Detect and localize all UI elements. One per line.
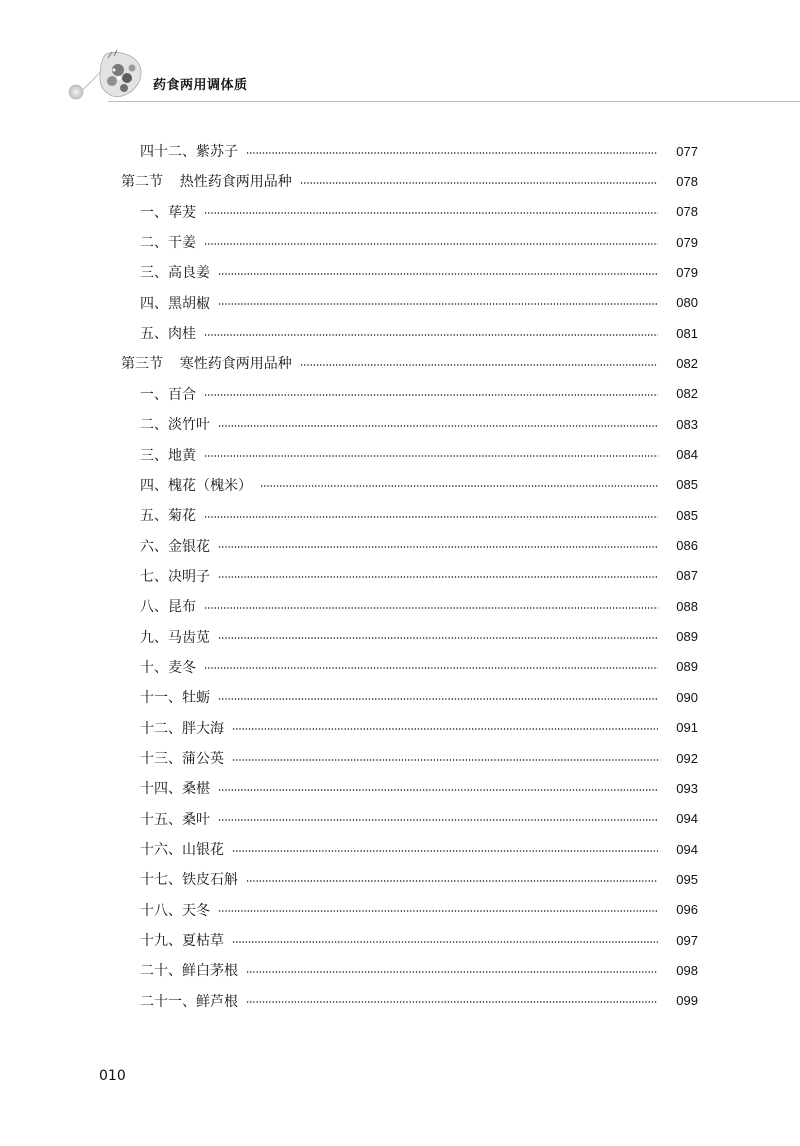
toc-item-label: 五、菊花 [140, 508, 196, 525]
bottle-with-flowers-icon [62, 48, 148, 104]
toc-page-number: 084 [676, 447, 698, 462]
toc-item-row [140, 895, 698, 925]
toc-item-label: 十六、山银花 [140, 842, 224, 859]
toc-page-number: 082 [676, 386, 698, 402]
toc-section-row [121, 166, 698, 196]
dot-leader [218, 303, 658, 305]
toc-page-number: 096 [676, 902, 698, 918]
dot-leader [232, 850, 658, 852]
toc-item-row [140, 561, 698, 591]
toc-section-title [121, 171, 292, 191]
toc-item-label: 十二、胖大海 [140, 720, 224, 737]
dot-leader [232, 728, 658, 730]
header-rule [108, 101, 800, 102]
toc-page-number: 079 [676, 234, 698, 250]
dot-leader [218, 425, 658, 427]
toc-item-label: 八、昆布 [140, 599, 196, 616]
toc-page-number: 093 [676, 780, 698, 796]
toc-item-row [140, 440, 698, 470]
toc-item-label: 十一、牡蛎 [140, 690, 210, 707]
dot-leader [204, 334, 658, 336]
toc-page-number: 099 [676, 993, 698, 1009]
toc-page-number: 080 [676, 295, 698, 311]
toc-item-label: 二十一、鲜芦根 [140, 993, 238, 1010]
toc-item-row [140, 197, 698, 227]
dot-leader [232, 941, 658, 943]
toc-item-label: 十、麦冬 [140, 659, 196, 676]
toc-item-row [140, 864, 698, 894]
dot-leader [204, 394, 658, 396]
toc-item-row [140, 622, 698, 652]
toc-page-number: 088 [676, 598, 698, 614]
dot-leader [300, 364, 658, 366]
toc-page-number: 098 [676, 962, 698, 978]
toc-section-name: 寒性药食两用品种 [179, 356, 292, 373]
dot-leader [204, 516, 658, 518]
dot-leader [218, 910, 658, 912]
toc-item-label: 十三、蒲公英 [140, 751, 224, 767]
toc-page-number: 094 [676, 811, 698, 827]
toc-page-number: 092 [676, 750, 698, 766]
toc-page-number: 081 [676, 325, 698, 341]
toc-item-label: 六、金银花 [140, 538, 210, 555]
toc-section-title [121, 353, 292, 373]
dot-leader [260, 485, 658, 487]
dot-leader [204, 607, 658, 609]
dot-leader [218, 698, 658, 700]
toc-item-row [140, 227, 698, 257]
toc-page-number: 085 [676, 477, 698, 493]
toc-item-row [140, 925, 698, 955]
toc-item-row [140, 257, 698, 287]
toc-item-row [140, 318, 698, 348]
toc-item-row [140, 986, 698, 1016]
toc-item-row [140, 773, 698, 803]
toc-item-row [140, 682, 698, 712]
dot-leader [204, 212, 658, 214]
dot-leader [204, 455, 658, 457]
toc-section-number: 第三节 [121, 356, 163, 373]
toc-page-number: 086 [676, 538, 698, 554]
toc-item-row [140, 470, 698, 500]
toc-item-row [140, 409, 698, 439]
toc-item-label: 十九、夏枯草 [140, 933, 224, 950]
toc-item-label: 七、决明子 [140, 568, 210, 585]
toc-page-number: 091 [676, 720, 698, 736]
toc-page-number: 089 [676, 629, 698, 645]
toc-item-row [140, 591, 698, 621]
toc-item-label: 十八、天冬 [140, 902, 210, 919]
toc-page-number: 089 [676, 659, 698, 675]
toc-page-number: 097 [676, 932, 698, 948]
toc-page-number: 085 [676, 507, 698, 523]
toc-item-label: 二、干姜 [140, 235, 196, 252]
toc-item-row [140, 652, 698, 682]
dot-leader [204, 667, 658, 669]
toc-item-row [140, 834, 698, 864]
toc-item-label: 四十二、紫苏子 [140, 144, 238, 160]
dot-leader [246, 152, 658, 154]
toc-item-row [140, 288, 698, 318]
toc-item-label: 一、荜茇 [140, 204, 196, 221]
toc-item-label: 九、马齿苋 [140, 629, 210, 646]
toc-item-row [140, 804, 698, 834]
toc-item-row [140, 136, 698, 166]
toc-section-row [121, 348, 698, 378]
toc-page-number: 094 [676, 841, 698, 857]
toc-item-label: 十七、铁皮石斛 [140, 872, 238, 889]
dot-leader [218, 273, 658, 275]
toc-item-row [140, 713, 698, 743]
header-title: 药食两用调体质 [153, 78, 248, 93]
toc-page-number: 082 [676, 355, 698, 371]
dot-leader [300, 182, 658, 184]
toc-section-name: 热性药食两用品种 [179, 174, 292, 191]
toc-item-label: 四、槐花（槐米） [140, 477, 252, 494]
dot-leader [218, 546, 658, 548]
dot-leader [246, 880, 658, 882]
toc-item-row [140, 379, 698, 409]
toc-item-row [140, 500, 698, 530]
toc-section-number: 第二节 [121, 174, 163, 191]
toc-item-row [140, 531, 698, 561]
toc-page-number: 077 [676, 143, 698, 159]
dot-leader [218, 819, 658, 821]
running-header [0, 0, 800, 110]
page-number: 010 [99, 1068, 126, 1084]
toc-item-label: 十五、桑叶 [140, 811, 210, 828]
toc-item-label: 十四、桑椹 [140, 781, 210, 798]
toc-item-label: 二、淡竹叶 [140, 417, 210, 434]
toc-item-label: 一、百合 [140, 386, 196, 403]
toc-page-number: 095 [676, 871, 698, 887]
toc-page-number: 083 [676, 416, 698, 432]
toc-item-label: 三、地黄 [140, 447, 196, 464]
toc-item-row [140, 955, 698, 985]
toc-item-label: 四、黑胡椒 [140, 295, 210, 312]
dot-leader [218, 789, 658, 791]
toc-page-number: 078 [676, 204, 698, 220]
toc-item-row [140, 743, 698, 773]
toc-page-number: 087 [676, 568, 698, 584]
dot-leader [204, 243, 658, 245]
toc-item-label: 二十、鲜白茅根 [140, 963, 238, 980]
toc-page-number: 090 [676, 689, 698, 705]
dot-leader [232, 759, 658, 761]
dot-leader [218, 637, 658, 639]
dot-leader [246, 1001, 658, 1003]
dot-leader [218, 576, 658, 578]
toc-page-number: 078 [676, 173, 698, 189]
toc-item-label: 三、高良姜 [140, 265, 210, 282]
toc-page-number: 079 [676, 264, 698, 280]
toc-item-label: 五、肉桂 [140, 326, 196, 343]
dot-leader [246, 971, 658, 973]
